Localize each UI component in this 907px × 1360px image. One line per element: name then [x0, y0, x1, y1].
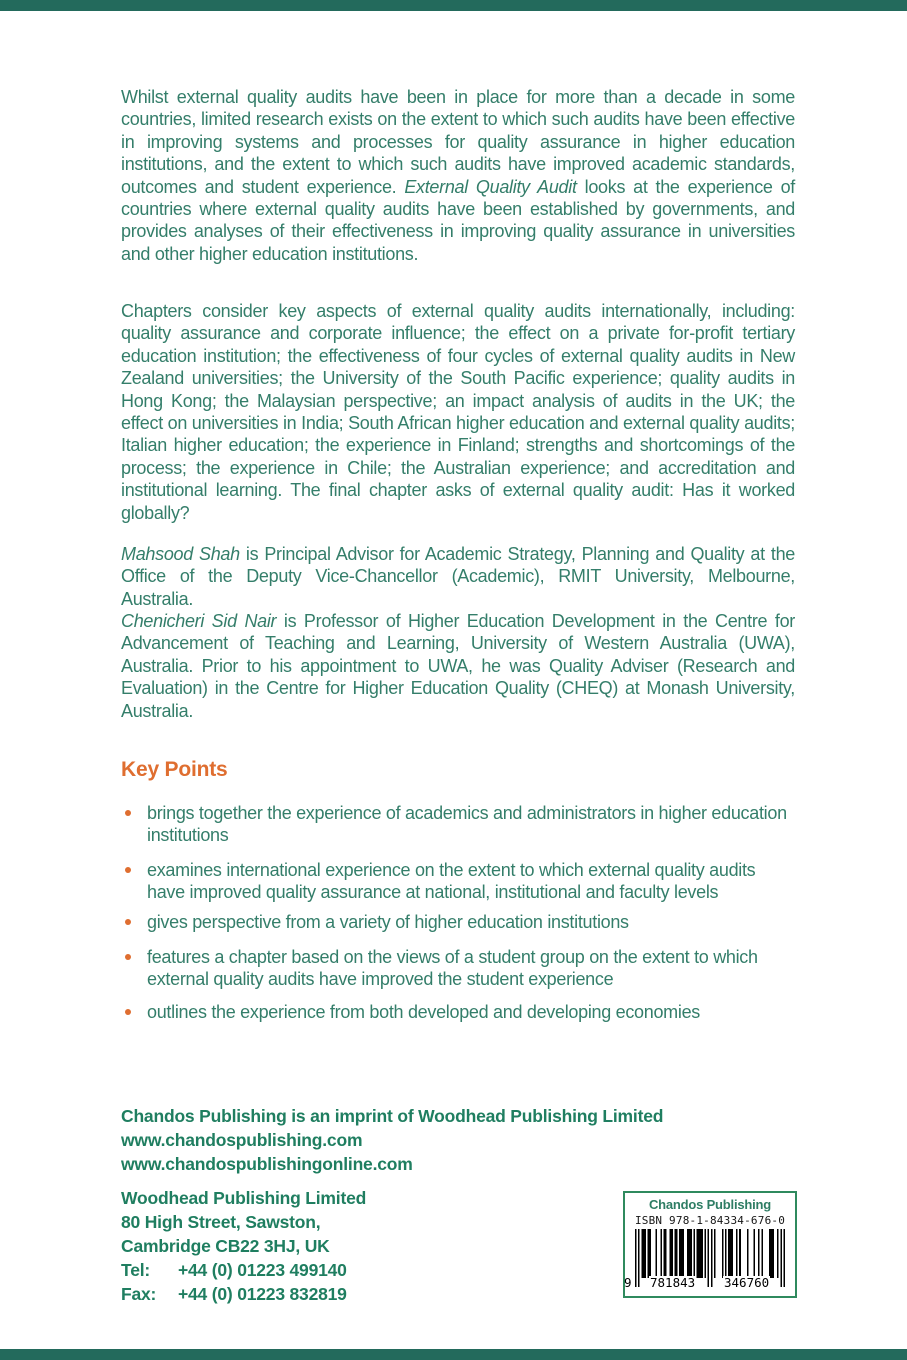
barcode-panel	[623, 1191, 797, 1298]
bullet-icon	[125, 810, 131, 816]
fax-row	[121, 1282, 347, 1306]
phone-block	[121, 1258, 347, 1306]
author-bio-nair: Chenicheri Sid Nair is Professor of Higher Education Development in the Centre for Advancement of Teaching and Learning, University of Western Australia (UWA), Australia. Prior to his appointment to UWA, he was Quality Adviser (Research and Evaluation) in the Centre for Higher Education Quality (CHEQ) at Monash University, Australia.	[121, 611, 795, 721]
chapters-paragraph: Chapters consider key aspects of external quality audits internationally, including: quality assurance and corporate influence; the effect on a private for-profit tertiary education institution; the effectiveness of four cycles of external quality audits in New Zealand universities; the University of the South Pacific experience; quality audits in Hong Kong; the Malaysian perspective; an impact analysis of audits in the UK; the effect on universities in India; South African higher education and external quality audits; Italian higher education; the experience in Finland; strengths and shortcomings of the process; the experience in Chile; the Australian experience; and accreditation and institutional learning. The final chapter asks of external quality audit: Has it worked globally?	[121, 301, 795, 523]
fax-value: +44 (0) 01223 832819	[178, 1284, 347, 1304]
key-point-text: features a chapter based on the views of a student group on the extent to which external quality audits have improved the student experience	[147, 947, 758, 990]
key-point-item-1	[121, 802, 795, 847]
bullet-icon	[125, 1009, 131, 1015]
bullet-icon	[125, 954, 131, 960]
key-point-text: examines international experience on the extent to which external quality audits have improved quality assurance at national, institutional and faculty levels	[147, 860, 756, 903]
key-point-item-2	[121, 859, 795, 904]
imprint-line: Chandos Publishing is an imprint of Woodhead Publishing Limited	[121, 1106, 664, 1126]
bullet-icon	[125, 919, 131, 925]
barcode-digits-left: 781843	[650, 1275, 696, 1290]
key-point-item-5	[121, 1001, 795, 1023]
bullet-icon	[125, 867, 131, 873]
key-point-text: gives perspective from a variety of higher education institutions	[147, 912, 629, 932]
author-bio-shah: Mahsood Shah is Principal Advisor for Academic Strategy, Planning and Quality at the Office of the Deputy Vice-Chancellor (Academic), RMIT University, Melbourne, Australia.	[121, 544, 795, 609]
key-point-text: outlines the experience from both developed and developing economies	[147, 1002, 700, 1022]
tel-value: +44 (0) 01223 499140	[178, 1260, 347, 1280]
key-point-item-3	[121, 911, 795, 933]
key-points-heading: Key Points	[121, 758, 228, 781]
barcode-isbn-text: ISBN 978-1-84334-676-0	[634, 1214, 786, 1227]
ean-barcode-image	[624, 1229, 785, 1290]
barcode-digits-right: 346760	[724, 1275, 770, 1290]
barcode-digit-first: 9	[624, 1275, 632, 1290]
publisher-url-2: www.chandospublishingonline.com	[121, 1154, 413, 1174]
fax-label: Fax:	[121, 1284, 157, 1304]
publisher-name: Woodhead Publishing Limited	[121, 1188, 367, 1208]
address-line-2: Cambridge CB22 3HJ, UK	[121, 1236, 330, 1256]
key-point-item-4	[121, 946, 795, 991]
address-line-1: 80 High Street, Sawston,	[121, 1212, 321, 1232]
tel-row	[121, 1258, 347, 1282]
barcode-publisher-label: Chandos Publishing	[648, 1197, 772, 1212]
key-point-text: brings together the experience of academics and administrators in higher education institutions	[147, 803, 787, 846]
address-block	[121, 1186, 366, 1258]
synopsis-paragraph: Whilst external quality audits have been in place for more than a decade in some countries, limited research exists on the extent to which such audits have been effective in improving systems and processes for quality assurance in higher education institutions, and the extent to which such audits have improved academic standards, outcomes and student experience. External Quality Audit looks at the experience of countries where external quality audits have been established by governments, and provides analyses of their effectiveness in improving quality assurance in universities and other higher education institutions.	[121, 87, 796, 264]
publisher-url-1: www.chandospublishing.com	[121, 1130, 363, 1150]
content-column	[121, 0, 795, 1360]
tel-label: Tel:	[121, 1260, 151, 1280]
imprint-block	[121, 1104, 663, 1176]
